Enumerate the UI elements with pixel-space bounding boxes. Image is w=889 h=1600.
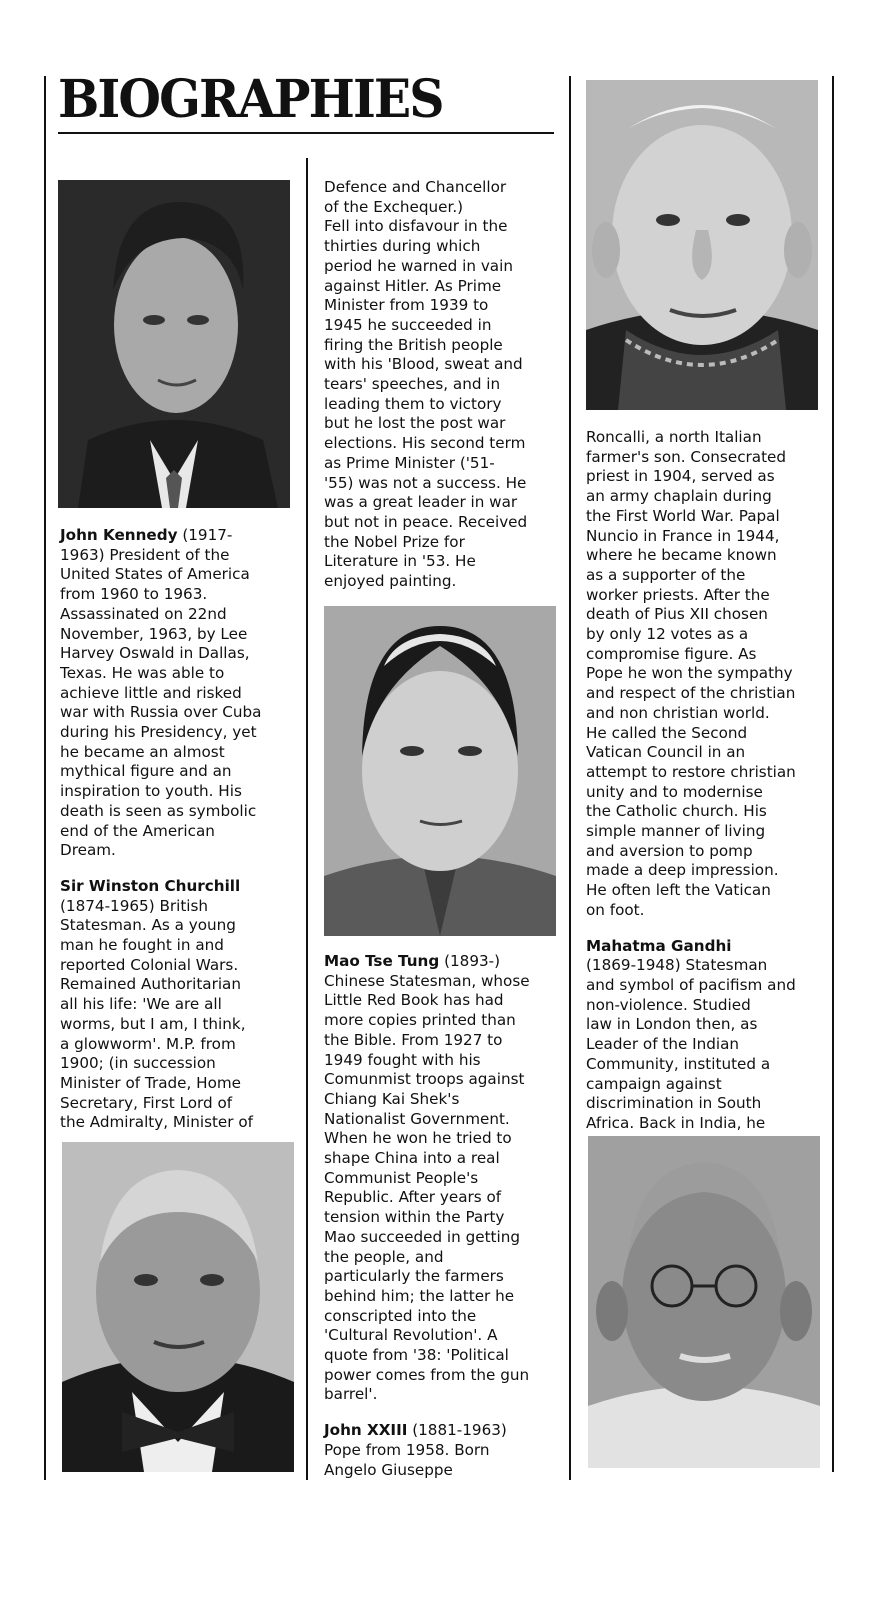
page-title: BIOGRAPHIES bbox=[58, 69, 443, 130]
churchill-bio-continued: Defence and Chancellor of the Exchequer.) Fell into disfavour in the thirties during which period he warned in vain against Hitler. As Prime Minister from 1939 to 1945 he succeeded in firing the British people with his 'Blood, sweat and tears' speeches, and in leading them to victory but he lost the post war elections. His second term as Prime Minister ('51- '55) was not a success. He was a great leader in war but not in peace. Received the Nobel Prize for Literature in '53. He enjoyed painting. bbox=[324, 178, 528, 591]
kennedy-name: John Kennedy bbox=[60, 526, 178, 544]
column-rule-1 bbox=[306, 158, 308, 1480]
kennedy-portrait bbox=[58, 180, 290, 508]
gandhi-name: Mahatma Gandhi bbox=[586, 936, 732, 955]
gandhi-portrait bbox=[588, 1136, 820, 1468]
column-rule-left bbox=[44, 76, 46, 1480]
title-underline bbox=[58, 132, 554, 134]
column-rule-right bbox=[832, 76, 834, 1472]
column-rule-2 bbox=[569, 76, 571, 1480]
churchill-name: Sir Winston Churchill bbox=[60, 876, 241, 895]
churchill-portrait bbox=[62, 1142, 294, 1472]
john23-bio-continued: Roncalli, a north Italian farmer's son. Consecrated priest in 1904, served as an army chaplain during the First World War. Papal Nuncio in France in 1944, where he became known as a supporter of the worker priests. After the death of Pius XII chosen by only 12 votes as a compromise figure. As Pope he won the sympathy and respect of the christian and non christian world. He called the Second Vatican Council in an attempt to restore christian unity and to modernise the Catholic church. His simple manner of living and aversion to pomp made a deep impression. He often left the Vatican on foot. Mahatma Gandhi (1869-1948) Statesman and symbol of pacifism and non-violence. Studied law in London then, as Leader of the Indian Community, instituted a campaign against discrimination in South Africa. Back in India, he bbox=[586, 428, 796, 1132]
mao-bio: Mao Tse Tung (1893-) Chinese Statesman, whose Little Red Book has had more copies printed than the Bible. From 1927 to 1949 fought with his Comunmist troops against Chiang Kai Shek's Nationalist Government. When he won he tried to shape China into a real Communist People's Republic. After years of tension within the Party Mao succeeded in getting the people, and particularly the farmers behind him; the latter he conscripted into the 'Cultural Revolution'. A quote from '38: 'Political power comes from the gun barrel'. John XXIII (1881-1963) Pope from 1958. Born Angelo Giuseppe bbox=[324, 952, 530, 1479]
mao-name: Mao Tse Tung bbox=[324, 952, 440, 970]
john23-portrait bbox=[586, 80, 818, 410]
mao-portrait bbox=[324, 606, 556, 936]
john23-name: John XXIII bbox=[324, 1421, 408, 1440]
kennedy-bio: John Kennedy (1917- 1963) President of the United States of America from 1960 to 1963. Assassinated on 22nd November, 1963, by Lee Harvey Oswald in Dallas, Texas. He was able to achieve little and risked war with Russia over Cuba during his Presidency, yet he became an almost mythical figure and an inspiration to youth. His death is seen as symbolic end of the American Dream. Sir Winston Churchill (1874-1965) British Statesman. As a young man he fought in and reported Colonial Wars. Remained Authoritarian all his life: 'We are all worms, but I am, I think, a glowworm'. M.P. from 1900; (in succession Minister of Trade, Home Secretary, First Lord of the Admiralty, Minister of bbox=[60, 526, 262, 1132]
